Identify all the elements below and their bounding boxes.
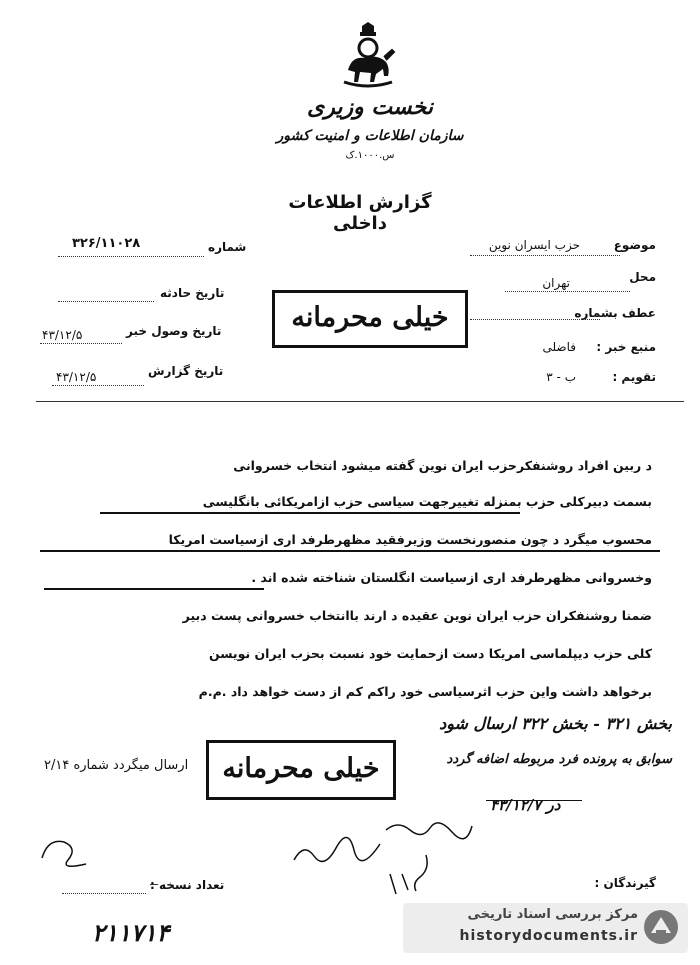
place-value: تهران [542, 276, 570, 290]
recipients-label: گیرندگان : [594, 876, 656, 890]
place-underline [505, 290, 630, 292]
watermark-url[interactable]: historydocuments.ir [459, 928, 638, 944]
reference-label: عطف بشماره [574, 306, 656, 320]
body-line-6: کلی حزب دیپلماسی امریکا دست ازحمایت خود نسبت بحزب ایران نویسن [208, 646, 652, 661]
lion-and-sun-emblem-icon [338, 22, 398, 92]
received-date-label: تاریخ وصول خبر [126, 324, 222, 338]
number-underline [58, 255, 204, 257]
hand-underline-1 [100, 512, 520, 514]
source-value: فاضلی [542, 340, 576, 354]
event-date-label: تاریخ حادثه [160, 286, 225, 300]
body-line-1: د ربین افراد روشنفکرحزب ایران نوین گفته میشود انتخاب خسروانی [233, 458, 652, 473]
subject-label: موضوع [613, 238, 656, 252]
subject-value: حزب ایسران نوین [488, 238, 580, 252]
note-date-underline [486, 800, 582, 801]
handwritten-bottom-number: ۲۱۱۷۱۴ [92, 918, 170, 947]
watermark-logo-icon [642, 908, 680, 946]
hand-underline-3 [44, 588, 264, 590]
grade-label: تقویم : [612, 370, 656, 384]
subject-underline [470, 254, 620, 256]
organization-name: سازمان اطلاعات و امنیت کشور [276, 128, 464, 144]
report-title: گزارش اطلاعات داخلی [288, 192, 432, 234]
classification-stamp-lower: خیلی محرمانه [206, 740, 396, 800]
reference-underline [470, 318, 600, 320]
hand-underline-2 [40, 550, 660, 552]
report-date-label: تاریخ گزارش [148, 364, 224, 378]
classification-stamp: خیلی محرمانه [272, 290, 468, 348]
handwritten-note-line2: سوابق به پرونده فرد مربوطه اضافه گردد [446, 752, 672, 767]
event-date-underline [58, 300, 154, 302]
handwritten-note-date: در ۴۳/۱۲/۷ [490, 796, 561, 814]
body-line-7: برخواهد داشت واین حزب اثرسیاسی خود راکم کم از دست خواهد داد .م.م [198, 684, 652, 699]
header-divider [36, 401, 684, 402]
place-label: محل [629, 270, 656, 284]
copies-underline [62, 892, 146, 894]
handwritten-note-line1: بخش ۳۲۱ - بخش ۳۲۲ ارسال شود [439, 714, 672, 733]
office-name: نخست وزیری [307, 94, 433, 120]
watermark [403, 903, 688, 953]
signature-scribbles [286, 800, 486, 900]
body-line-5: ضمنا روشنفکران حزب ایران نوین عقیده د ارند باانتخاب خسروانی پست دبیر [182, 608, 652, 623]
sent-text: ارسال میگردد شماره ۲/۱۴ [44, 758, 189, 773]
received-date-underline [40, 342, 122, 344]
number-label: شماره [208, 240, 247, 254]
document-code: س.۱۰۰۰.ک [345, 150, 395, 161]
watermark-title: مرکز بررسی اسناد تاریخی [467, 907, 638, 922]
received-date-value: ۴۳/۱۲/۵ [42, 328, 83, 342]
copies-label: تعداد نسخه : [150, 878, 225, 892]
report-date-underline [52, 384, 144, 386]
body-line-3: محسوب میگرد د چون منصورنخست وزیرفقید مظهرطرفد اری ازسیاست امریکا [168, 532, 652, 547]
report-date-value: ۴۳/۱۲/۵ [56, 370, 97, 384]
number-value: ۳۲۶/۱۱۰۲۸ [72, 236, 141, 251]
source-label: منبع خبر : [596, 340, 656, 354]
grade-value: ب - ٣ [546, 370, 576, 384]
body-line-4: وخسروانی مظهرطرفد اری ازسیاست انگلستان شناخته شده اند . [251, 570, 652, 585]
body-line-2: بسمت دبیرکلی حزب بمنزله تغییرجهت سیاسی حزب ازامریکائی بانگلیسی [202, 494, 652, 509]
checkmark-scribble [34, 830, 94, 880]
